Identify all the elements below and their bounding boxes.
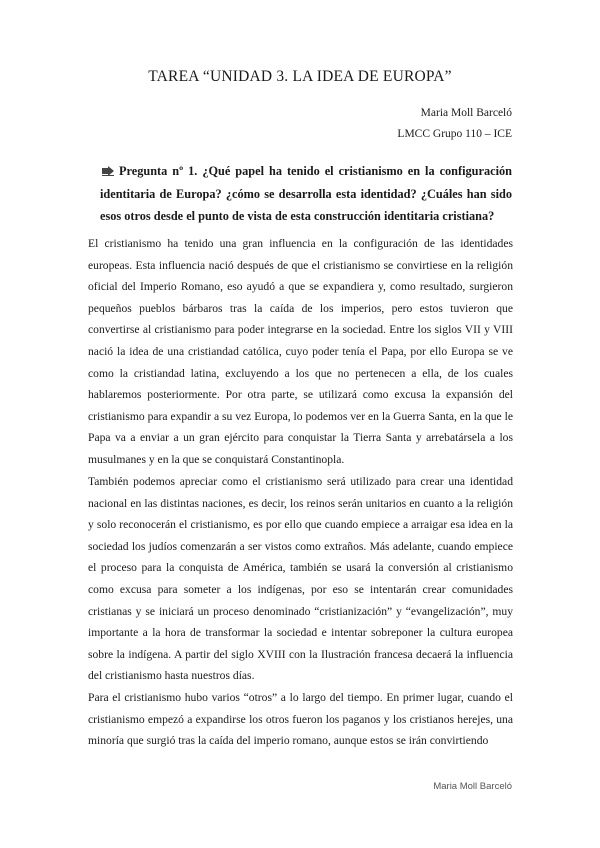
paragraph-3: Para el cristianismo hubo varios “otros” a lo largo del tiempo. En primer lugar, cuando el cristianismo empezó a expandirse los otros fueron los paganos y los cristianos herejes, una minoría que surgió tras la caída del imperio romano, aunque estos se irán convirtiendo xyxy=(88,691,513,748)
document-title: TAREA “UNIDAD 3. LA IDEA DE EUROPA” xyxy=(148,68,452,85)
author-name: Maria Moll Barceló xyxy=(420,107,512,119)
page-footer: Maria Moll Barceló xyxy=(433,781,512,792)
question-heading xyxy=(100,160,512,228)
question-text: Pregunta nº 1. ¿Qué papel ha tenido el cristianismo en la configuración identitaria de Europa? ¿cómo se desarrolla esta identidad? ¿Cuáles han sido esos otros desde el punto de vista de esta construcción identitaria cristiana? xyxy=(100,164,512,223)
group-label: LMCC Grupo 110 – ICE xyxy=(397,128,512,140)
paragraph-1: El cristianismo ha tenido una gran influencia en la configuración de las identidades europeas. Esta influencia nació después de que el cristianismo se convirtiese en la religión oficial del Imperio Romano, eso ayudó a que se expandiera y, como resultado, surgieron pequeños pueblos bárbaros tras la caída de los imperios, pero estos tuvieron que convertirse al cristianismo para poder integrarse en la sociedad. Entre los siglos VII y VIII nació la idea de una cristiandad católica, cuyo poder tenía el Papa, por ello Europa se ve como la cristiandad latina, excluyendo a los que no pertenecen a ella, de los cuales hablaremos posteriormente. Por otra parte, se utilizará como excusa la expansión del cristianismo para expandir a su vez Europa, lo podemos ver en la Guerra Santa, en la que le Papa va a enviar a un gran ejército para conquistar la Tierra Santa y arrebatársela a los musulmanes y en la que se conquistará Constantinopla. xyxy=(88,237,513,466)
paragraph-2: También podemos apreciar como el cristianismo será utilizado para crear una identidad nacional en las distintas naciones, es decir, los reinos serán unitarios en cuanto a la religión y solo reconocerán el cristianismo, es por ello que cuando empiece a arraigar esa idea en la sociedad los judíos comenzarán a ser vistos como extraños. Más adelante, cuando empiece el proceso para la conquista de América, también se usará la conversión al cristianismo como excusa para someter a los indígenas, por eso se intentarán crear comunidades cristianas y se iniciará un proceso denominado “cristianización” y “evangelización”, muy importante a la hora de transformar la sociedad e intentar sobreponer la cultura europea sobre la indígena. A partir del siglo XVIII con la Ilustración francesa decaerá la influencia del cristianismo hasta nuestros días. xyxy=(88,475,513,683)
